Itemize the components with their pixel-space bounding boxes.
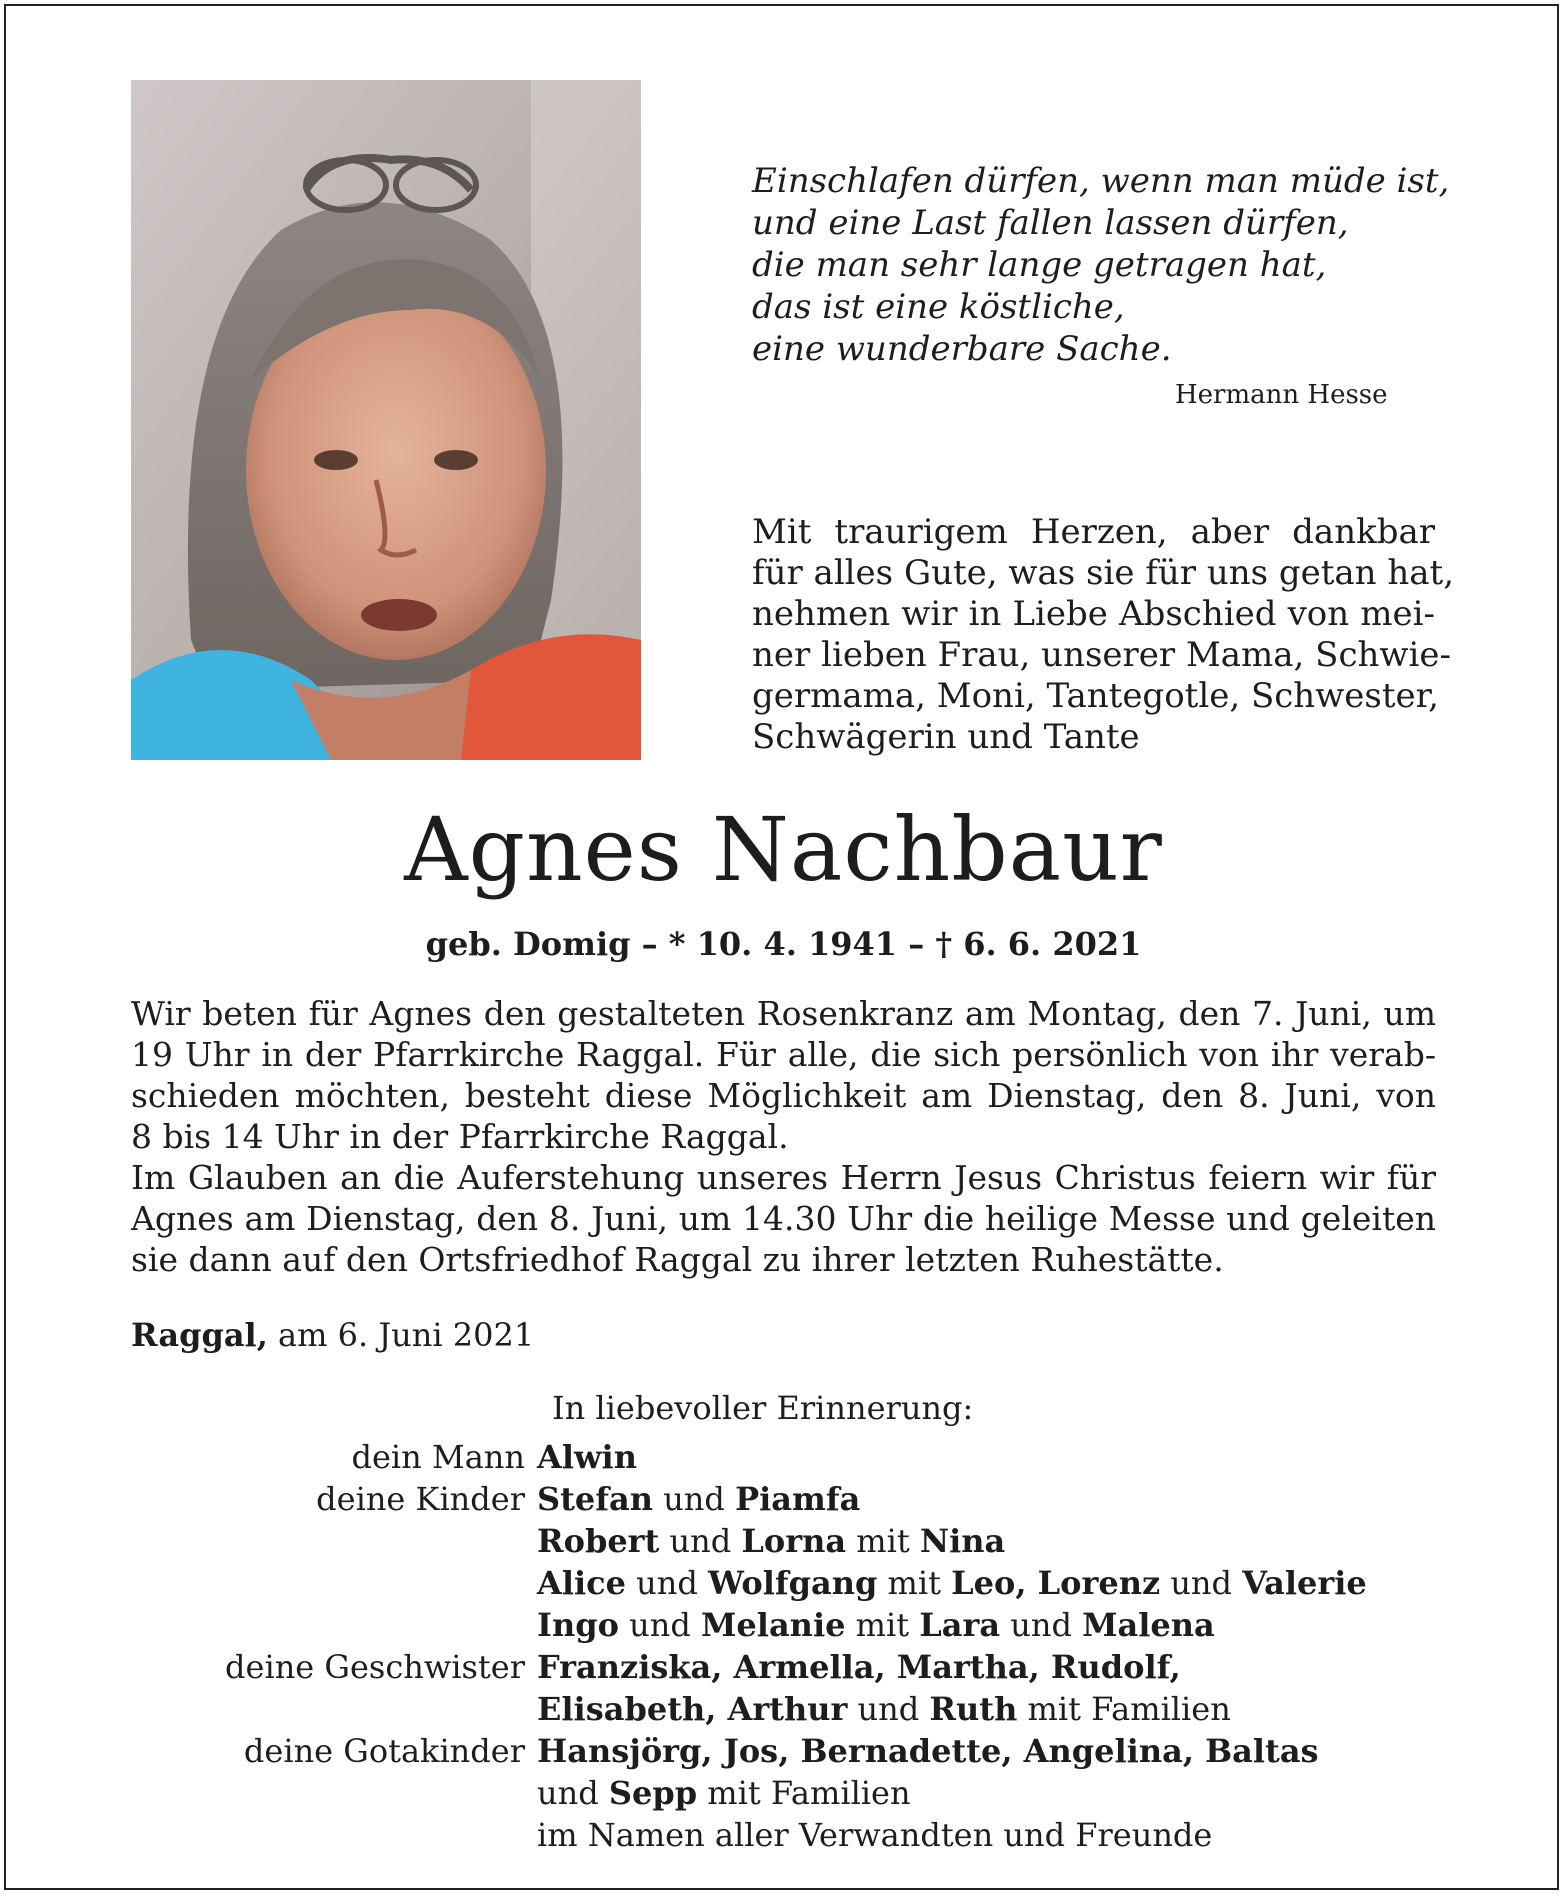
hesse-quote [752, 160, 1450, 370]
body-line: 8 bis 14 Uhr in der Pfarrkirche Raggal. [131, 1117, 789, 1156]
connector-text: und [659, 1522, 742, 1560]
family-names [537, 1562, 1451, 1604]
family-row [131, 1814, 1451, 1856]
family-member-name: Alice [537, 1564, 626, 1602]
place-date-text: am 6. Juni 2021 [278, 1316, 535, 1354]
family-names [537, 1688, 1451, 1730]
quote-line: das ist eine köstliche, [752, 287, 1125, 327]
intro-line: ner lieben Frau, unserer Mama, Schwie- [752, 635, 1451, 675]
family-names [537, 1436, 1451, 1478]
family-names [537, 1520, 1451, 1562]
family-member-name: Robert [537, 1522, 660, 1560]
family-member-name: Franziska, Armella, Martha, Rudolf, [537, 1648, 1181, 1686]
portrait-photo [131, 80, 641, 760]
family-relation-label [131, 1520, 537, 1562]
family-member-name: Melanie [701, 1606, 846, 1644]
family-row [131, 1730, 1451, 1772]
intro-text [752, 512, 1455, 758]
family-row [131, 1604, 1451, 1646]
body-line: Im Glauben an die Auferstehung unseres Herrn Jesus Christus feiern wir für [131, 1158, 1436, 1197]
family-member-name: Alwin [537, 1438, 637, 1476]
family-member-name: Malena [1082, 1606, 1215, 1644]
quote-line: eine wunderbare Sache. [752, 329, 1172, 369]
place-city: Raggal, [131, 1316, 268, 1354]
connector-text: und [847, 1690, 930, 1728]
family-names [537, 1730, 1451, 1772]
family-row [131, 1436, 1451, 1478]
deceased-name: Agnes Nachbaur [404, 798, 1163, 901]
memory-heading: In liebevoller Erinnerung: [552, 1389, 974, 1427]
family-list [131, 1436, 1451, 1856]
family-member-name: Ruth [929, 1690, 1018, 1728]
family-names [537, 1478, 1451, 1520]
body-line: 19 Uhr in der Pfarrkirche Raggal. Für alle, die sich persönlich von ihr verab- [131, 1035, 1436, 1074]
connector-text: mit [877, 1564, 952, 1602]
connector-text: und [618, 1606, 701, 1644]
place-date [131, 1315, 534, 1355]
family-names [537, 1646, 1451, 1688]
connector-text: mit Familien [697, 1774, 911, 1812]
family-member-name: Valerie [1242, 1564, 1367, 1602]
family-names [537, 1604, 1451, 1646]
body-line: sie dann auf den Ortsfriedhof Raggal zu ihrer letzten Ruhestätte. [131, 1240, 1224, 1279]
quote-line: die man sehr lange getragen hat, [752, 245, 1327, 285]
birth-death-dates: geb. Domig – * 10. 4. 1941 – † 6. 6. 2021 [425, 925, 1142, 963]
family-member-name: Stefan [537, 1480, 654, 1518]
family-member-name: Wolfgang [708, 1564, 878, 1602]
quote-author: Hermann Hesse [1175, 380, 1388, 410]
connector-text: mit [846, 1522, 920, 1560]
family-relation-label: dein Mann [351, 1438, 525, 1476]
connector-text: mit [845, 1606, 920, 1644]
family-relation-label [131, 1814, 537, 1856]
family-member-name: Ingo [537, 1606, 619, 1644]
family-row [131, 1520, 1451, 1562]
connector-text: und [537, 1774, 609, 1812]
family-row [131, 1772, 1451, 1814]
family-relation-label [131, 1772, 537, 1814]
family-relation-label [131, 1562, 537, 1604]
intro-line: Schwägerin und Tante [752, 717, 1140, 757]
service-details [131, 993, 1436, 1280]
family-member-name: Lorna [741, 1522, 847, 1560]
connector-text: im Namen aller Verwandten und Freunde [537, 1816, 1213, 1854]
connector-text: und [1000, 1606, 1083, 1644]
family-member-name: Leo, Lorenz [951, 1564, 1161, 1602]
body-line: Wir beten für Agnes den gestalteten Rosenkranz am Montag, den 7. Juni, um [131, 994, 1436, 1033]
family-names [537, 1772, 1451, 1814]
family-relation-label: deine Kinder [316, 1480, 525, 1518]
intro-line: Mit traurigem Herzen, aber dankbar [752, 512, 1435, 552]
family-relation-label: deine Geschwister [225, 1648, 525, 1686]
body-line: Agnes am Dienstag, den 8. Juni, um 14.30 Uhr die heilige Messe und geleiten [131, 1199, 1436, 1238]
family-names [537, 1814, 1451, 1856]
intro-line: für alles Gute, was sie für uns getan hat, [752, 553, 1455, 593]
family-row [131, 1478, 1451, 1520]
family-member-name: Nina [919, 1522, 1006, 1560]
family-member-name: Elisabeth, Arthur [537, 1690, 848, 1728]
intro-line: nehmen wir in Liebe Abschied von mei- [752, 594, 1435, 634]
body-line: schieden möchten, besteht diese Möglichkeit am Dienstag, den 8. Juni, von [131, 1076, 1436, 1115]
connector-text: und [1160, 1564, 1243, 1602]
family-member-name: Piamfa [735, 1480, 861, 1518]
intro-line: germama, Moni, Tantegotle, Schwester, [752, 676, 1439, 716]
family-member-name: Sepp [608, 1774, 698, 1812]
family-member-name: Lara [919, 1606, 1001, 1644]
connector-text: und [653, 1480, 736, 1518]
family-row [131, 1562, 1451, 1604]
family-relation-label [131, 1688, 537, 1730]
family-row [131, 1688, 1451, 1730]
family-member-name: Hansjörg, Jos, Bernadette, Angelina, Baltas [537, 1732, 1319, 1770]
connector-text: und [625, 1564, 709, 1602]
family-row [131, 1646, 1451, 1688]
quote-line: und eine Last fallen lassen dürfen, [752, 203, 1349, 243]
quote-line: Einschlafen dürfen, wenn man müde ist, [752, 161, 1450, 201]
connector-text: mit Familien [1017, 1690, 1231, 1728]
family-relation-label: deine Gotakinder [243, 1732, 525, 1770]
family-relation-label [131, 1604, 537, 1646]
